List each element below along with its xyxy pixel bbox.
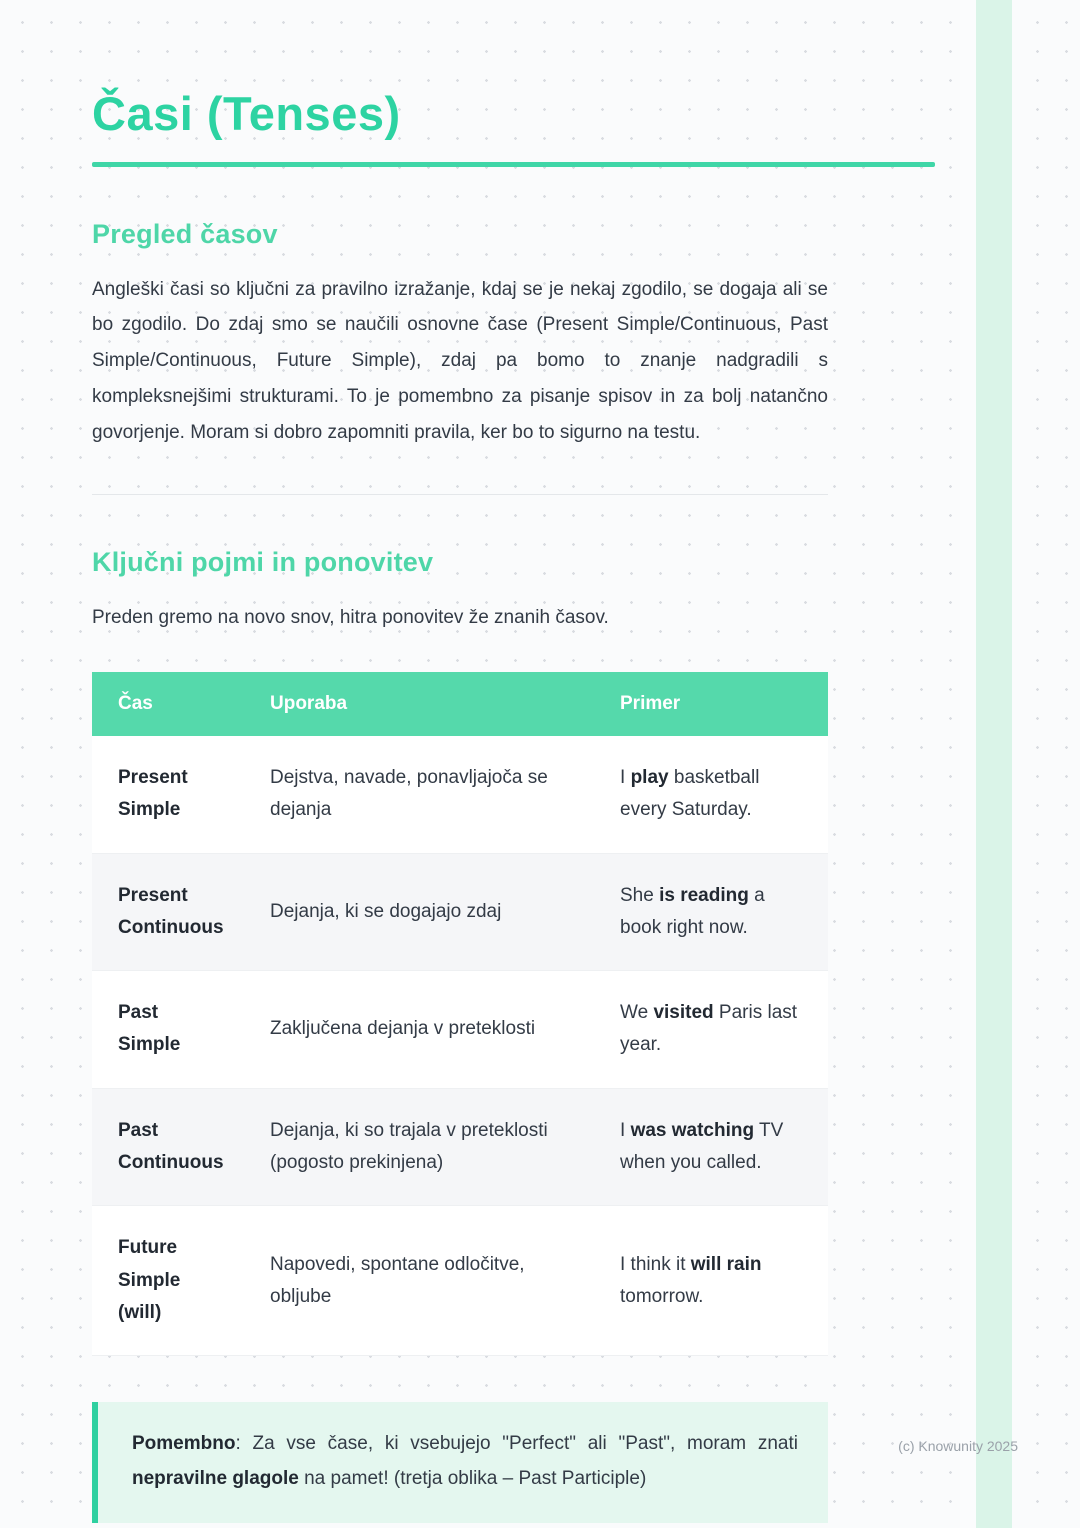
callout-text: Pomembno: Za vse čase, ki vsebujejo "Perfect" ali "Past", moram znati nepravilne glagole na pamet! (tretja oblika – Past Participle) xyxy=(132,1433,798,1490)
cell-tense: Past Continuous xyxy=(92,1088,244,1206)
cell-tense: Present Simple xyxy=(92,736,244,853)
right-white-gap xyxy=(960,0,976,1528)
tenses-table xyxy=(92,672,828,1356)
section-heading-overview: Pregled časov xyxy=(92,218,278,249)
table-row xyxy=(92,1088,828,1206)
table-header-example: Primer xyxy=(594,672,828,736)
cell-usage: Dejanja, ki se dogajajo zdaj xyxy=(244,853,594,971)
title-underline-rule xyxy=(92,162,935,167)
cell-example: She is reading a book right now. xyxy=(594,853,828,971)
cell-example: I was watching TV when you called. xyxy=(594,1088,828,1206)
page-title: Časi (Tenses) xyxy=(92,87,401,140)
cell-usage: Dejstva, navade, ponavljajoča se dejanja xyxy=(244,736,594,853)
section-divider xyxy=(92,494,828,495)
cell-example: I think it will rain tomorrow. xyxy=(594,1206,828,1356)
cell-usage: Napovedi, spontane odločitve, obljube xyxy=(244,1206,594,1356)
table-header-tense: Čas xyxy=(92,672,244,736)
callout-important xyxy=(92,1402,828,1522)
cell-example: I play basketball every Saturday. xyxy=(594,736,828,853)
cell-tense: Present Continuous xyxy=(92,853,244,971)
table-row xyxy=(92,736,828,853)
cell-tense: Future Simple (will) xyxy=(92,1206,244,1356)
cell-tense: Past Simple xyxy=(92,971,244,1089)
key-concepts-intro: Preden gremo na novo snov, hitra ponovitev že znanih časov. xyxy=(92,607,609,629)
overview-paragraph: Angleški časi so ključni za pravilno izražanje, kdaj se je nekaj zgodilo, se dogaja ali se bo zgodilo. Do zdaj smo se naučili osnovne čase (Present Simple/Continuous, Past Simple/Continuous, Future Simple), zdaj pa bomo to znanje nadgradili s kompleksnejšimi strukturami. To je pomembno za pisanje spisov in za bolj natančno govorjenje. Moram si dobro zapomniti pravila, ker bo to sigurno na testu. xyxy=(92,278,828,443)
cell-usage: Zaključena dejanja v preteklosti xyxy=(244,971,594,1089)
table-header-usage: Uporaba xyxy=(244,672,594,736)
table-row xyxy=(92,971,828,1089)
table-row xyxy=(92,1206,828,1356)
right-green-strip xyxy=(976,0,1012,1528)
page-content xyxy=(92,0,828,1523)
cell-example: We visited Paris last year. xyxy=(594,971,828,1089)
cell-usage: Dejanja, ki so trajala v preteklosti (pogosto prekinjena) xyxy=(244,1088,594,1206)
table-row xyxy=(92,853,828,971)
section-heading-key-concepts: Ključni pojmi in ponovitev xyxy=(92,547,434,578)
footer-credit: (c) Knowunity 2025 xyxy=(898,1438,1018,1454)
table-header-row xyxy=(92,672,828,736)
